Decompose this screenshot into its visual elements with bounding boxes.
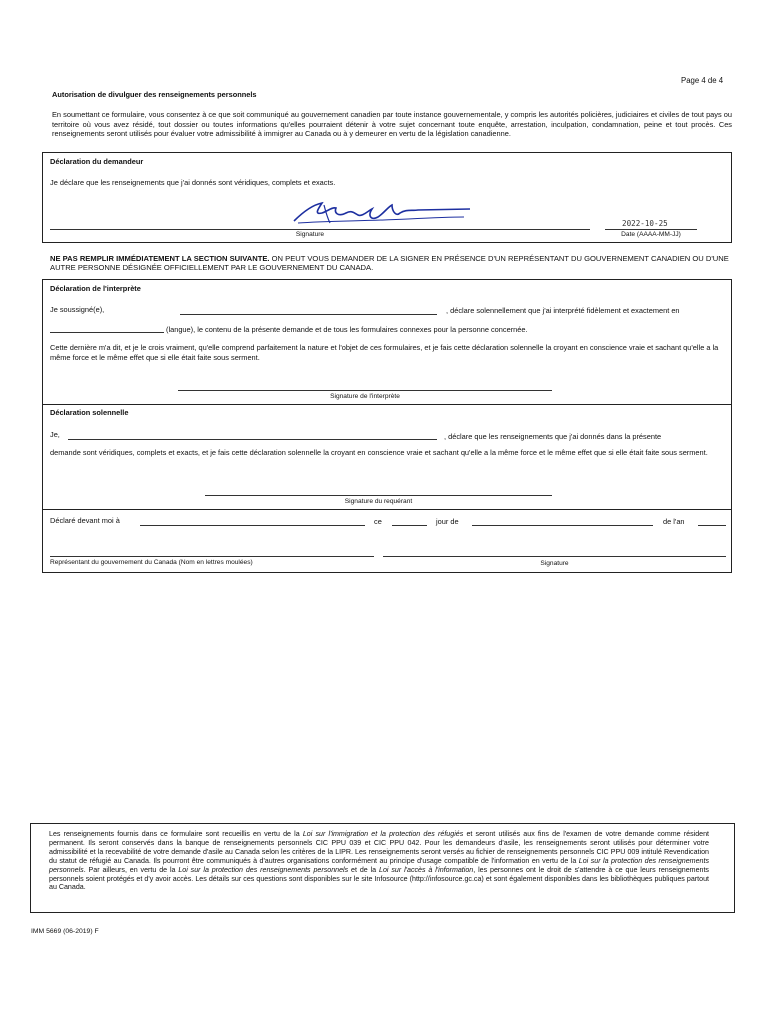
representative-signature-field[interactable] [383, 556, 726, 557]
declared-year-field[interactable] [698, 525, 726, 526]
warning-bold: NE PAS REMPLIR IMMÉDIATEMENT LA SECTION SUIVANTE. [50, 254, 270, 263]
privacy-law-name: Loi sur la protection des renseignements personnels [49, 856, 710, 874]
privacy-text-part: Les renseignements fournis dans ce formulaire sont recueillis en vertu de la [49, 830, 303, 838]
authorization-title: Autorisation de divulguer des renseignements personnels [52, 90, 257, 99]
solemn-line1-suffix: , déclare que les renseignements que j'ai donnés dans la présente [444, 432, 662, 441]
warning-rest: ON PEUT VOUS DEMANDER DE LA SIGNER EN PRÉSENCE D'UN REPRÉSENTANT DU GOUVERNEMENT CANADIEN OU D'UNE AUTRE PERSONNE DÉSIGNÉE OFFICIELLEMENT PAR LE GOUVERNEMENT DU CANADA. [50, 254, 729, 273]
interpreter-name-field[interactable] [180, 314, 437, 315]
solemn-line1-prefix: Je, [50, 430, 60, 439]
interpreter-signature-line[interactable] [178, 390, 552, 391]
applicant-declaration-text: Je déclare que les renseignements que j'ai donnés sont véridiques, complets et exacts. [50, 178, 336, 187]
declared-month-field[interactable] [472, 525, 653, 526]
declared-place-field[interactable] [140, 525, 365, 526]
applicant-signature-label: Signature [295, 231, 325, 238]
declared-de-lan-label: de l'an [663, 517, 685, 526]
privacy-text-part: et de la [348, 865, 379, 874]
page-number: Page 4 de 4 [681, 76, 724, 85]
declared-before-prefix: Déclaré devant moi à [50, 516, 120, 525]
solemn-name-field[interactable] [68, 439, 437, 440]
applicant-signature-image [288, 199, 478, 229]
representative-signature-label: Signature [540, 560, 569, 567]
privacy-law-name: Loi sur l'immigration et la protection des réfugiés [302, 830, 464, 838]
next-section-warning [50, 254, 730, 273]
applicant-declaration-title: Déclaration du demandeur [50, 157, 144, 166]
authorization-text: En soumettant ce formulaire, vous consentez à ce que soit communiqué au gouvernement canadien par toute instance gouvernementale, y compris les autorités policières, judiciaires et civiles de tout pays ou territoire où vous avez résidé, tout dossier ou toutes informations qu'elles pourraient détenir à votre sujet concernant toute enquête, arrestation, inculpation, condamnation, peine et tout procès. Ces renseignements seront utilisés pour évaluer votre admissibilité à immigrer au Canada ou à y demeurer en vertu de la législation canadienne. [52, 110, 732, 139]
privacy-text-part: , les personnes ont le droit de s'attendre à ce que leurs renseignements personnels soient protégés et d'y avoir accès. Les détails sur ces questions sont disponibles sur le site Infosource (http://infosource.gc.ca) et sont également disponibles dans les bibliothèques publiques partout au Canada. [49, 865, 709, 892]
representative-label: Représentant du gouvernement du Canada (Nom en lettres moulées) [50, 559, 253, 566]
applicant-date-value[interactable]: 2022-10-25 [622, 219, 668, 228]
interpreter-line2-suffix: (langue), le contenu de la présente demande et de tous les formulaires connexes pour la personne concernée. [166, 325, 528, 334]
applicant-date-label: Date (AAAA-MM-JJ) [621, 231, 681, 238]
declared-ce-label: ce [374, 517, 382, 526]
solemn-paragraph: demande sont véridiques, complets et exacts, et je fais cette déclaration solennelle la croyant en conscience vraie et sachant qu'elle a la même force et le même effet que si elle était faite sous serment. [50, 448, 708, 457]
applicant-signature-line [50, 229, 590, 230]
privacy-text-part: et seront utilisés aux fins de l'examen de votre demande comme résident permanent. Ils seront conservés dans la banque de renseignements personnels CIC PPU 039 et CIC PPU 042. Pour les demandeurs d'asile, les renseignements seront utilisés pour déterminer votre admissibilité et la recevabilité de votre demande d'asile au Canada selon les critères de la LIPR. Les renseignements seront versés au fichier de renseignements personnels CIC PPU 009 intitulé Revendication du statut de réfugié au Canada. Ils pourront être communiqués à d'autres organisations conformément au principe d'usage compatible de l'information en vertu de la [49, 830, 710, 865]
declared-jour-de-label: jour de [436, 517, 459, 526]
form-code: IMM 5669 (06-2019) F [31, 928, 99, 935]
privacy-law-name: Loi sur la protection des renseignements personnels [178, 865, 349, 874]
interpreter-title: Déclaration de l'interprète [50, 284, 141, 293]
interpreter-language-field[interactable] [50, 332, 164, 333]
applicant-date-line [605, 229, 697, 230]
privacy-law-name: Loi sur l'accès à l'information [379, 865, 474, 874]
representative-name-field[interactable] [50, 556, 374, 557]
declared-day-field[interactable] [392, 525, 427, 526]
section-divider [42, 509, 732, 510]
solemn-signature-line[interactable] [205, 495, 552, 496]
interpreter-line1-prefix: Je soussigné(e), [50, 305, 105, 314]
privacy-text-part: . Par ailleurs, en vertu de la [83, 865, 179, 874]
section-divider [42, 404, 732, 405]
interpreter-paragraph: Cette dernière m'a dit, et je le crois vraiment, qu'elle comprend parfaitement la nature et l'objet de ces formulaires, et je fais cette déclaration solennelle la croyant en conscience vraie et sachant qu'elle a la même force et le même effet que si elle était faite sous serment. [50, 343, 719, 362]
privacy-notice-text [49, 830, 709, 892]
solemn-title: Déclaration solennelle [50, 408, 129, 417]
declarations-box [42, 279, 732, 573]
solemn-signature-label: Signature du requérant [344, 498, 413, 505]
interpreter-signature-label: Signature de l'interprète [330, 393, 400, 400]
interpreter-line1-suffix: , déclare solennellement que j'ai interprété fidèlement et exactement en [446, 306, 680, 315]
